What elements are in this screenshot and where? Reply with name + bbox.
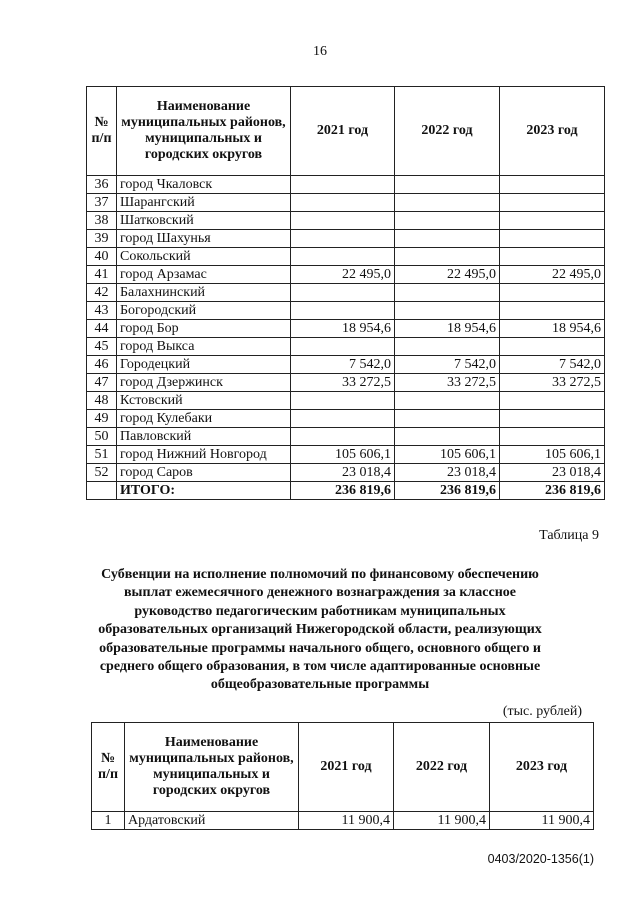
row-number: 42 [87, 284, 117, 302]
value-2023 [500, 428, 605, 446]
value-2023: 18 954,6 [500, 320, 605, 338]
subsidy-table-9 [91, 722, 594, 830]
value-2022 [395, 248, 500, 266]
row-number: 38 [87, 212, 117, 230]
value-2021: 7 542,0 [291, 356, 395, 374]
header-2021: 2021 год [299, 723, 394, 812]
value-2021: 105 606,1 [291, 446, 395, 464]
table-row [87, 356, 605, 374]
table-row [87, 248, 605, 266]
value-2022 [395, 302, 500, 320]
header-2023: 2023 год [500, 87, 605, 176]
value-2022: 33 272,5 [395, 374, 500, 392]
table-row [87, 212, 605, 230]
table-row [87, 176, 605, 194]
value-2021: 11 900,4 [299, 812, 394, 830]
table-row [87, 320, 605, 338]
value-2023 [500, 194, 605, 212]
value-2021 [291, 212, 395, 230]
table-row [87, 284, 605, 302]
header-name: Наименование муниципальных районов, муниципальных и городских округов [117, 87, 291, 176]
municipality-name: Шарангский [117, 194, 291, 212]
table-header-row [92, 723, 594, 812]
value-2021 [291, 194, 395, 212]
value-2022: 236 819,6 [395, 482, 500, 500]
table-row [87, 428, 605, 446]
subsidy-title: Субвенции на исполнение полномочий по финансовому обеспечению выплат ежемесячного денежного вознаграждения за классное руководство педагогическим работникам муниципальных образовательных организаций Нижегородской области, реализующих образовательные программы начального общего, основного общего и среднего общего образования, в том числе адаптированные основные общеобразовательные программы [98, 567, 542, 693]
value-2022: 7 542,0 [395, 356, 500, 374]
municipality-name: Балахнинский [117, 284, 291, 302]
table-row [87, 266, 605, 284]
table-row [87, 194, 605, 212]
value-2023 [500, 410, 605, 428]
row-number [87, 482, 117, 500]
value-2021 [291, 338, 395, 356]
header-2022: 2022 год [395, 87, 500, 176]
table-caption: Таблица 9 [539, 528, 599, 543]
row-number: 48 [87, 392, 117, 410]
table-row [87, 410, 605, 428]
table-row [87, 230, 605, 248]
header-2022: 2022 год [394, 723, 490, 812]
value-2022 [395, 230, 500, 248]
row-number: 46 [87, 356, 117, 374]
municipality-name: Шатковский [117, 212, 291, 230]
value-2023 [500, 284, 605, 302]
header-num: № п/п [92, 723, 125, 812]
value-2023 [500, 212, 605, 230]
value-2023: 105 606,1 [500, 446, 605, 464]
subsidy-table-8 [86, 86, 605, 500]
row-number: 36 [87, 176, 117, 194]
page-number: 16 [313, 44, 327, 59]
value-2021: 23 018,4 [291, 464, 395, 482]
value-2021: 18 954,6 [291, 320, 395, 338]
table-row [92, 812, 594, 830]
value-2022: 22 495,0 [395, 266, 500, 284]
value-2022: 18 954,6 [395, 320, 500, 338]
value-2023: 33 272,5 [500, 374, 605, 392]
value-2021: 33 272,5 [291, 374, 395, 392]
row-number: 52 [87, 464, 117, 482]
header-num: № п/п [87, 87, 117, 176]
document-code: 0403/2020-1356(1) [487, 852, 594, 866]
row-number: 51 [87, 446, 117, 464]
header-2021: 2021 год [291, 87, 395, 176]
value-2021: 22 495,0 [291, 266, 395, 284]
row-number: 43 [87, 302, 117, 320]
value-2022 [395, 176, 500, 194]
value-2023 [500, 302, 605, 320]
value-2021 [291, 410, 395, 428]
value-2023: 236 819,6 [500, 482, 605, 500]
municipality-name: Богородский [117, 302, 291, 320]
municipality-name: город Нижний Новгород [117, 446, 291, 464]
municipality-name: город Дзержинск [117, 374, 291, 392]
row-number: 44 [87, 320, 117, 338]
value-2023: 11 900,4 [490, 812, 594, 830]
table-header-row [87, 87, 605, 176]
value-2022: 105 606,1 [395, 446, 500, 464]
row-number: 49 [87, 410, 117, 428]
municipality-name: город Бор [117, 320, 291, 338]
value-2021 [291, 230, 395, 248]
row-number: 1 [92, 812, 125, 830]
row-number: 41 [87, 266, 117, 284]
municipality-name: город Выкса [117, 338, 291, 356]
table-row [87, 392, 605, 410]
row-number: 50 [87, 428, 117, 446]
municipality-name: Ардатовский [125, 812, 299, 830]
value-2022 [395, 428, 500, 446]
table-row [87, 338, 605, 356]
value-2023 [500, 230, 605, 248]
value-2022 [395, 338, 500, 356]
value-2023: 7 542,0 [500, 356, 605, 374]
value-2023 [500, 338, 605, 356]
value-2021 [291, 284, 395, 302]
municipality-name: ИТОГО: [117, 482, 291, 500]
row-number: 37 [87, 194, 117, 212]
municipality-name: город Саров [117, 464, 291, 482]
value-2022 [395, 410, 500, 428]
municipality-name: город Кулебаки [117, 410, 291, 428]
total-row [87, 482, 605, 500]
row-number: 40 [87, 248, 117, 266]
value-2022 [395, 194, 500, 212]
table-row [87, 464, 605, 482]
value-2021 [291, 176, 395, 194]
header-name: Наименование муниципальных районов, муниципальных и городских округов [125, 723, 299, 812]
municipality-name: Павловский [117, 428, 291, 446]
unit-label: (тыс. рублей) [502, 704, 582, 719]
value-2023: 23 018,4 [500, 464, 605, 482]
value-2021 [291, 248, 395, 266]
municipality-name: город Шахунья [117, 230, 291, 248]
value-2021 [291, 428, 395, 446]
municipality-name: Сокольский [117, 248, 291, 266]
municipality-name: Кстовский [117, 392, 291, 410]
value-2023 [500, 176, 605, 194]
row-number: 45 [87, 338, 117, 356]
value-2022 [395, 392, 500, 410]
value-2022 [395, 212, 500, 230]
row-number: 39 [87, 230, 117, 248]
value-2023 [500, 392, 605, 410]
value-2021 [291, 392, 395, 410]
municipality-name: город Чкаловск [117, 176, 291, 194]
table-row [87, 302, 605, 320]
value-2022: 23 018,4 [395, 464, 500, 482]
value-2022 [395, 284, 500, 302]
header-2023: 2023 год [490, 723, 594, 812]
table-row [87, 374, 605, 392]
municipality-name: город Арзамас [117, 266, 291, 284]
value-2022: 11 900,4 [394, 812, 490, 830]
value-2021 [291, 302, 395, 320]
table-row [87, 446, 605, 464]
value-2023 [500, 248, 605, 266]
value-2023: 22 495,0 [500, 266, 605, 284]
row-number: 47 [87, 374, 117, 392]
municipality-name: Городецкий [117, 356, 291, 374]
value-2021: 236 819,6 [291, 482, 395, 500]
